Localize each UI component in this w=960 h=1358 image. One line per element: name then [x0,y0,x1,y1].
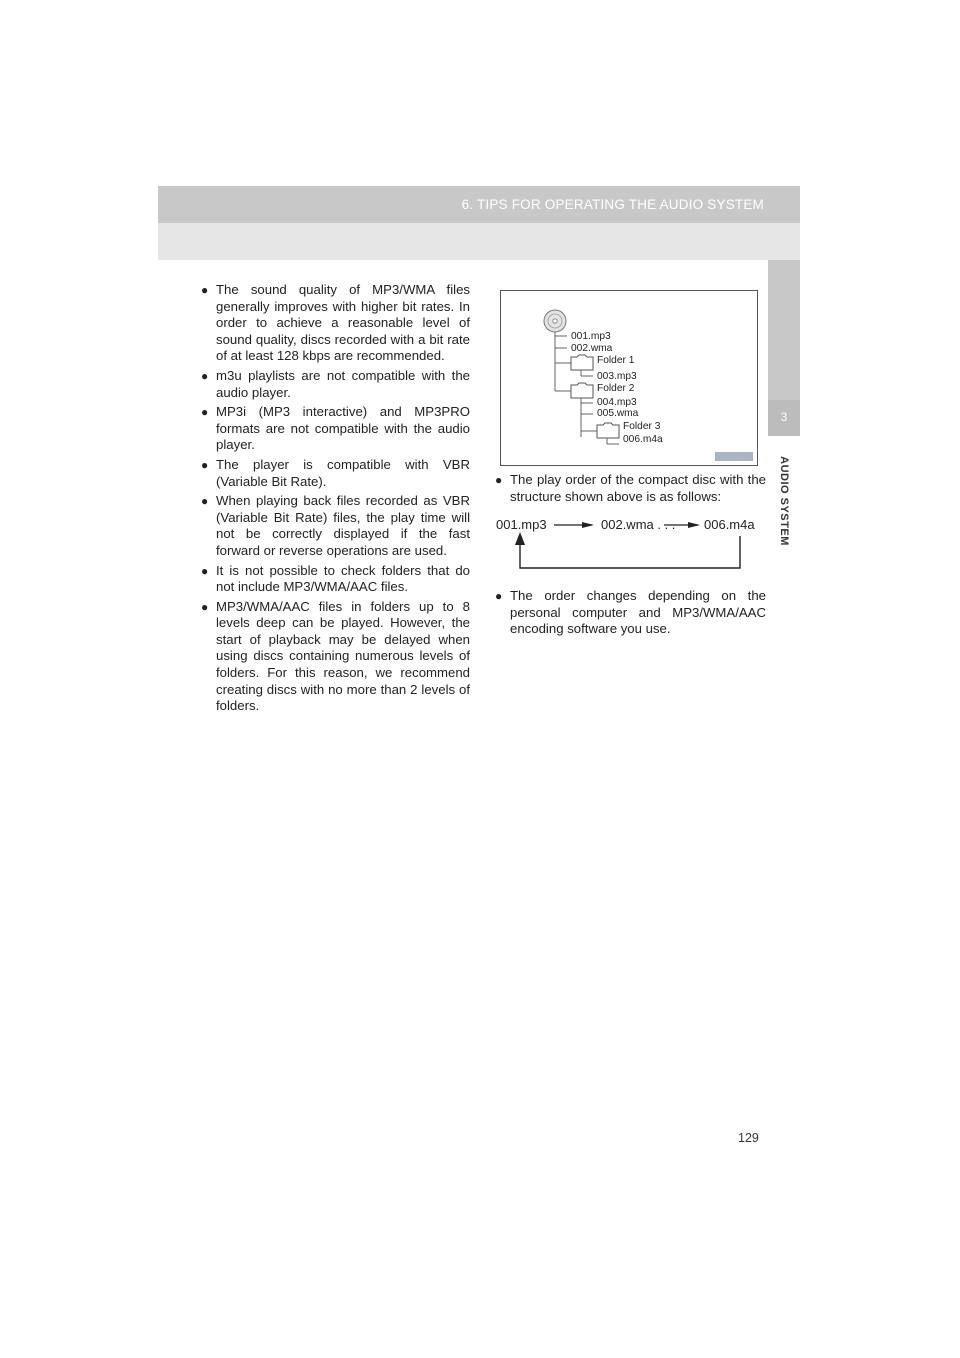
bullet-icon: ● [495,589,503,603]
play-order-middle: 002.wma . . . [601,517,676,532]
page-header [158,186,800,260]
list-item: ● It is not possible to check folders that do not include MP3/WMA/AAC files. [201,562,470,595]
folder-icon [571,355,593,370]
list-item: ● The order changes depending on the personal computer and MP3/WMA/AAC encoding software you use. [495,588,766,637]
side-tab-chapter [768,400,800,436]
folder-structure-diagram [500,290,758,466]
file-label: 004.mp3 [597,397,637,408]
bullet-icon: ● [201,368,209,383]
disc-icon [544,310,566,332]
file-label: 003.mp3 [597,371,637,382]
section-title: 6. TIPS FOR OPERATING THE AUDIO SYSTEM [461,197,764,212]
file-label: 006.m4a [623,434,663,445]
loop-back-arrow-icon [515,532,740,568]
list-item: ● MP3i (MP3 interactive) and MP3PRO formats are not compatible with the audio player. [201,404,470,453]
right-column-note [494,588,766,641]
bullet-icon: ● [201,457,209,472]
bullet-icon: ● [201,494,209,509]
folder-label: Folder 3 [623,421,661,432]
bullet-icon: ● [201,563,209,578]
right-bullet-list-2 [494,588,766,638]
chapter-label: AUDIO SYSTEM [778,456,790,546]
list-item: ● The player is compatible with VBR (Variable Bit Rate). [201,456,470,489]
right-bullet-list [494,472,766,505]
bullet-icon: ● [201,405,209,420]
play-order-diagram [494,512,766,572]
play-order-last: 006.m4a [704,517,755,532]
side-tab-upper [768,260,800,400]
bullet-icon: ● [201,599,209,614]
bullet-icon: ● [201,283,209,297]
arrow-right-icon [554,522,594,528]
folder-label: Folder 2 [597,383,635,394]
list-item: ● MP3/WMA/AAC files in folders up to 8 levels deep can be played. However, the start of playback may be delayed when using discs containing numerous levels of folders. For this reason, we recommend creating discs with no more than 2 levels of folders. [201,598,470,714]
folder-icon [571,383,593,398]
header-bar [158,186,800,223]
folder-label: Folder 1 [597,355,635,366]
file-label: 005.wma [597,408,639,419]
diagram-code-tag [715,452,753,461]
list-item: ● When playing back files recorded as VBR (Variable Bit Rate) files, the play time will not be correctly displayed if the fast forward or reverse operations are used. [201,493,470,558]
right-column [494,472,766,508]
left-column [200,282,470,718]
page-number: 129 [738,1131,759,1145]
file-label: 002.wma [571,343,613,354]
list-item: ● The sound quality of MP3/WMA files generally improves with higher bit rates. In order to achieve a reasonable level of sound quality, discs recorded with a bit rate of at least 128 kbps are recommended. [201,282,470,364]
play-order-first: 001.mp3 [496,517,547,532]
folder-icon [597,423,619,438]
list-item: ● The play order of the compact disc with the structure shown above is as follows: [495,472,766,504]
bullet-icon: ● [495,473,503,487]
file-label: 001.mp3 [571,331,611,342]
chapter-number: 3 [780,410,788,424]
left-bullet-list [200,282,470,715]
list-item: ● m3u playlists are not compatible with the audio player. [201,367,470,400]
side-tab-label-area [768,436,800,566]
